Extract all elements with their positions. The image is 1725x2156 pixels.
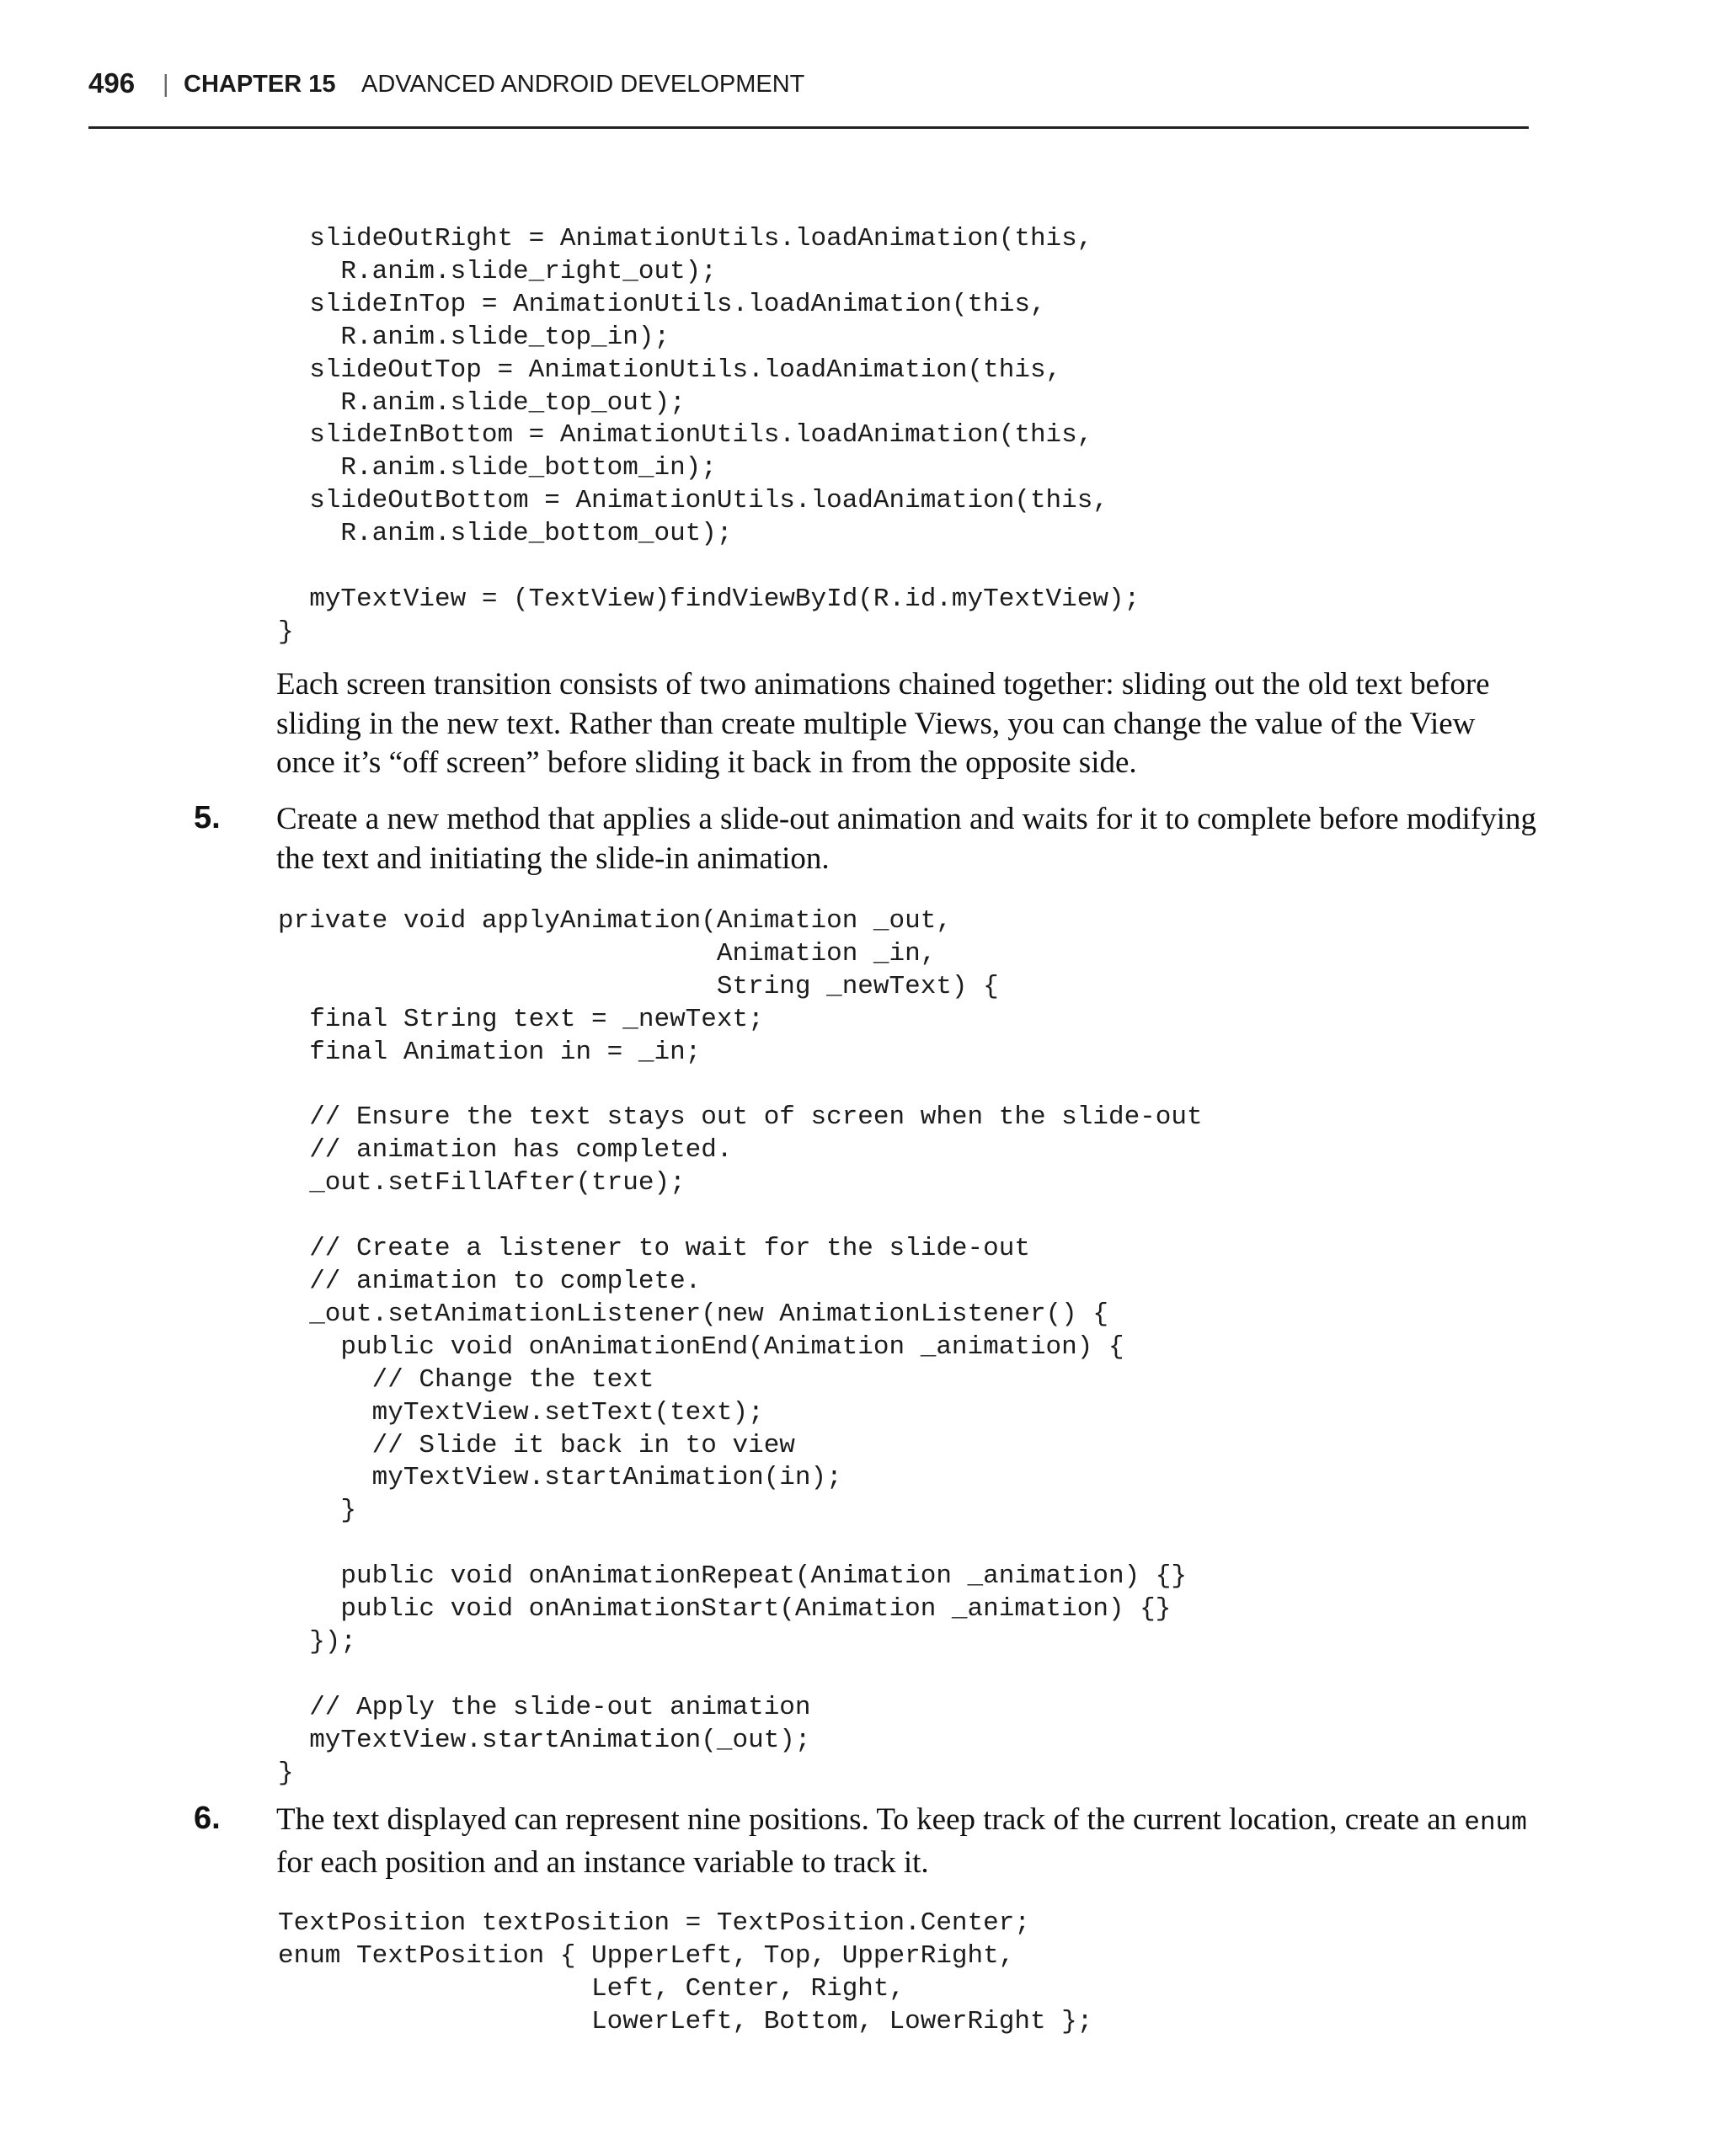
inline-code-enum: enum — [1464, 1808, 1527, 1838]
running-header — [88, 66, 1529, 129]
header-separator: | — [163, 71, 169, 98]
step-number-6: 6. — [194, 1801, 221, 1836]
step-5-text: Create a new method that applies a slide-out animation and waits for it to complete before modifying the text and initiating the slide-in animation. — [276, 802, 1537, 876]
step-6-text-before: The text displayed can represent nine positions. To keep track of the current location, create an — [276, 1802, 1465, 1837]
step-number-5: 5. — [194, 800, 221, 835]
chapter-label: CHAPTER 15 — [184, 71, 336, 98]
code-block-animation-loading: slideOutRight = AnimationUtils.loadAnimation(this, R.anim.slide_right_out); slideInTop = AnimationUtils.loadAnimation(this, R.anim.slide_top_in); slideOutTop = AnimationUtils.loadAnimation(this, R.anim.slide_top_out); slideInBottom = AnimationUtils.loadAnimation(this, R.anim.slide_bottom_in); slideOutBottom = AnimationUtils.loadAnimation(this, R.anim.slide_bottom_out); myTextView = (TextView)findViewById(R.id.myTextView); } — [278, 224, 1140, 647]
step-6-text-after: for each position and an instance variable to track it. — [276, 1844, 929, 1880]
chapter-title: ADVANCED ANDROID DEVELOPMENT — [361, 71, 805, 98]
body-paragraph-transitions: Each screen transition consists of two animations chained together: sliding out the old text before sliding in the new text. Rather than create multiple Views, you can change the value of the View once it’s “off screen” before sliding it back in from the opposite side. — [276, 667, 1490, 780]
page-number: 496 — [88, 67, 136, 99]
step-6-text — [276, 1801, 1540, 1882]
code-block-apply-animation: private void applyAnimation(Animation _out, Animation _in, String _newText) { final String text = _newText; final Animation in = _in; // Ensure the text stays out of screen when the slide-out // animation has completed. _out.setFillAfter(true); // Create a listener to wait for the slide-out // animation to complete. _out.setAnimationListener(new AnimationListener() { public void onAnimationEnd(Animation _animation) { // Change the text myTextView.setText(text); // Slide it back in to view myTextView.startAnimation(in); } public void onAnimationRepeat(Animation _animation) {} public void onAnimationStart(Animation _animation) {} }); // Apply the slide-out animation myTextView.startAnimation(_out); } — [278, 906, 1203, 1788]
code-block-text-position-enum: TextPosition textPosition = TextPosition.Center; enum TextPosition { UpperLeft, Top, UpperRight, Left, Center, Right, LowerLeft, Bottom, LowerRight }; — [278, 1908, 1093, 2036]
